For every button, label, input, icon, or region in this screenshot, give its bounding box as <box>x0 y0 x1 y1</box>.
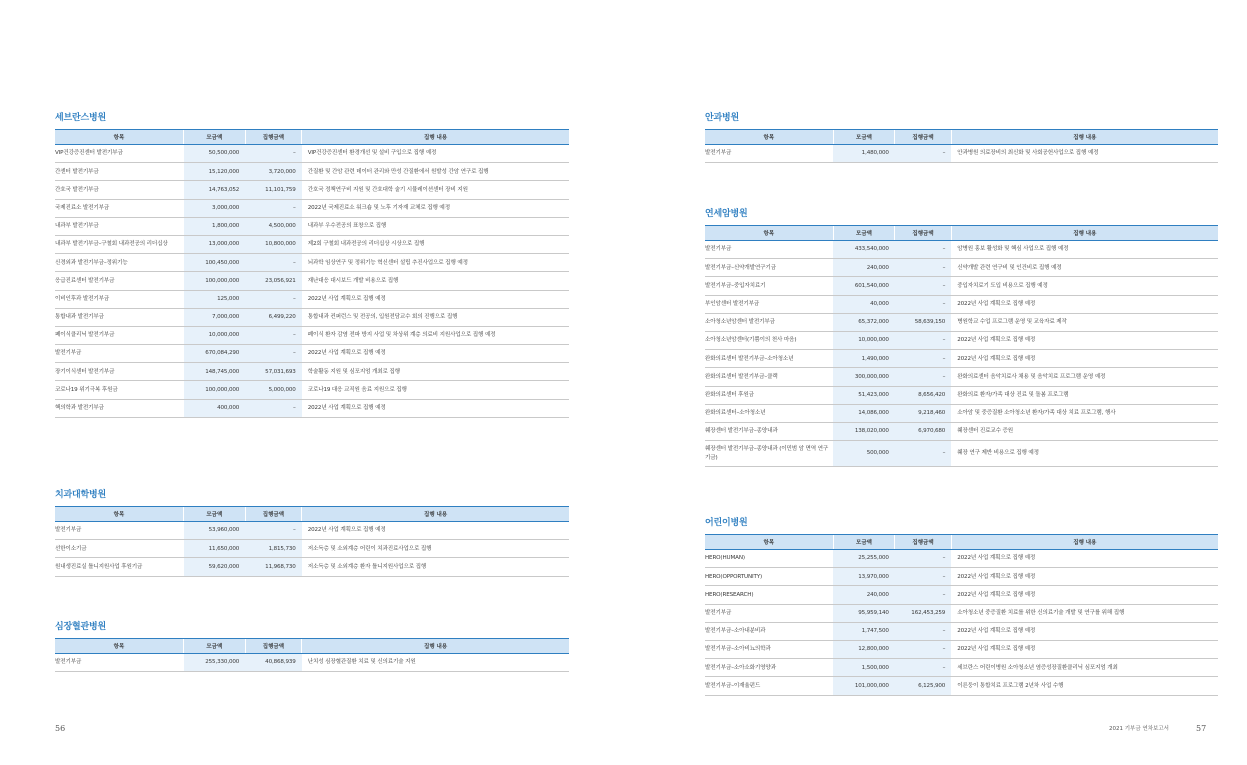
spent-amount: 40,868,939 <box>245 654 302 672</box>
spending-note: 간호국 정책연구비 지원 및 간호대학 술기 시뮬레이션센터 장비 지원 <box>302 181 569 199</box>
item-name: 발전기부금–소아내분비과 <box>705 622 833 640</box>
raised-amount: 433,540,000 <box>833 241 895 259</box>
raised-amount: 1,800,000 <box>184 217 246 235</box>
spending-note: 2022년 사업 계획으로 집행 예정 <box>302 290 569 308</box>
fund-table <box>705 129 1218 163</box>
item-name: 간센터 발전기부금 <box>55 163 184 181</box>
item-name: 핵의학과 발전기부금 <box>55 399 184 417</box>
item-name: 통합내과 발전기부금 <box>55 308 184 326</box>
table-row <box>55 308 569 326</box>
spending-note: 2022년 사업 계획으로 집행 예정 <box>302 345 569 363</box>
item-name: 발전기부금 <box>55 654 184 672</box>
column-header: 집행 내용 <box>302 507 569 522</box>
section-title: 세브란스병원 <box>55 113 106 123</box>
eye-hospital-section <box>705 111 1218 163</box>
table-row <box>55 163 569 181</box>
raised-amount: 51,423,000 <box>833 386 895 404</box>
table-row <box>705 422 1218 440</box>
cancer-hospital-section <box>705 207 1218 467</box>
raised-amount: 10,000,000 <box>184 326 246 344</box>
spent-amount: – <box>895 295 951 313</box>
column-header: 집행 내용 <box>951 226 1218 241</box>
item-name: 췌장센터 발전기부금–종양내과 <box>705 422 833 440</box>
column-header: 집행금액 <box>895 226 951 241</box>
raised-amount: 1,747,500 <box>833 622 895 640</box>
item-name: 선한이소기금 <box>55 540 184 558</box>
column-header: 집행금액 <box>245 639 302 654</box>
raised-amount: 101,000,000 <box>833 677 895 695</box>
raised-amount: 500,000 <box>833 441 895 467</box>
item-name: HERO(OPPORTUNITY) <box>705 568 833 586</box>
spent-amount: – <box>895 659 951 677</box>
raised-amount: 255,330,000 <box>184 654 246 672</box>
spent-amount: 9,218,460 <box>895 404 951 422</box>
spent-amount: – <box>895 368 951 386</box>
spending-note: 2022년 사업 계획으로 집행 예정 <box>302 522 569 540</box>
table-header-row <box>55 639 569 654</box>
spent-amount: 57,031,693 <box>245 363 302 381</box>
spending-note: 완화의료 환자/가족 대상 진료 및 돌봄 프로그램 <box>951 386 1218 404</box>
item-name: 완화의료센터 발전기부금–클랙 <box>705 368 833 386</box>
table-row <box>55 254 569 272</box>
spending-note: 안과병원 의료장비의 최신화 및 사회공헌사업으로 집행 예정 <box>951 145 1218 163</box>
raised-amount: 10,000,000 <box>833 331 895 349</box>
table-row <box>55 145 569 163</box>
column-header: 항목 <box>705 535 833 550</box>
raised-amount: 400,000 <box>184 399 246 417</box>
spent-amount: 5,000,000 <box>245 381 302 399</box>
raised-amount: 100,000,000 <box>184 381 246 399</box>
spending-note: 2022년 사업 계획으로 집행 예정 <box>951 568 1218 586</box>
spent-amount: – <box>245 522 302 540</box>
item-name: 폐이식클리닉 발전기부금 <box>55 326 184 344</box>
severance-hospital-section <box>55 111 569 418</box>
spending-note: 2022년 사업 계획으로 집행 예정 <box>951 640 1218 658</box>
table-row <box>55 290 569 308</box>
raised-amount: 95,959,140 <box>833 604 895 622</box>
item-name: 국제진료소 발전기부금 <box>55 199 184 217</box>
table-row <box>55 540 569 558</box>
raised-amount: 59,620,000 <box>184 558 246 576</box>
table-row <box>705 550 1218 568</box>
spent-amount: – <box>245 326 302 344</box>
spent-amount: 23,056,921 <box>245 272 302 290</box>
item-name: 간호국 발전기부금 <box>55 181 184 199</box>
item-name: 내과부 발전기부금 <box>55 217 184 235</box>
spent-amount: – <box>895 241 951 259</box>
column-header: 집행 내용 <box>951 130 1218 145</box>
dental-hospital-section <box>55 488 569 577</box>
raised-amount: 53,960,000 <box>184 522 246 540</box>
raised-amount: 13,970,000 <box>833 568 895 586</box>
table-row <box>55 399 569 417</box>
column-header: 집행금액 <box>245 507 302 522</box>
spending-note: 제2회 구철회 내과전공의 리더십상 시상으로 집행 <box>302 235 569 253</box>
raised-amount: 125,000 <box>184 290 246 308</box>
item-name: 소아청소년암센터(기쁨이의 천사 마음) <box>705 331 833 349</box>
spent-amount: – <box>245 345 302 363</box>
spent-amount: – <box>895 145 951 163</box>
spending-note: 재난대응 대시보드 개발 비용으로 집행 <box>302 272 569 290</box>
spending-note: 저소득층 및 소외계층 환자 틀니지원사업으로 집행 <box>302 558 569 576</box>
table-row <box>55 363 569 381</box>
item-name: 발전기부금 <box>55 522 184 540</box>
spending-note: 2022년 사업 계획으로 집행 예정 <box>951 331 1218 349</box>
fund-table <box>55 129 569 418</box>
table-header-row <box>705 226 1218 241</box>
raised-amount: 601,540,000 <box>833 277 895 295</box>
spent-amount: – <box>895 259 951 277</box>
table-header-row <box>705 130 1218 145</box>
table-row <box>705 259 1218 277</box>
column-header: 항목 <box>55 130 184 145</box>
item-name: 발전기부금 <box>705 604 833 622</box>
item-name: 발전기부금 <box>705 241 833 259</box>
spending-note: 췌장 연구 제반 비용으로 집행 예정 <box>951 441 1218 467</box>
table-row <box>55 522 569 540</box>
raised-amount: 40,000 <box>833 295 895 313</box>
column-header: 모금액 <box>833 226 895 241</box>
table-row <box>705 441 1218 467</box>
section-title: 안과병원 <box>705 113 739 123</box>
spent-amount: – <box>245 399 302 417</box>
spent-amount: 11,101,759 <box>245 181 302 199</box>
spending-note: 통합내과 컨퍼런스 및 전공의, 입원전담교수 회의 진행으로 집행 <box>302 308 569 326</box>
column-header: 모금액 <box>184 639 246 654</box>
spending-note: 소아청소년 중증질환 치료를 위한 신의료기술 개발 및 연구를 위해 집행 <box>951 604 1218 622</box>
raised-amount: 11,650,000 <box>184 540 246 558</box>
spending-note: 폐이식 환자 감염 전파 방지 사업 및 차상위 계층 의료비 지원사업으로 집행 예정 <box>302 326 569 344</box>
spending-note: 중입자치료기 도입 비용으로 집행 예정 <box>951 277 1218 295</box>
table-row <box>705 295 1218 313</box>
spending-note: 코로나19 대응 교직원 음료 지원으로 집행 <box>302 381 569 399</box>
raised-amount: 240,000 <box>833 586 895 604</box>
spent-amount: 3,720,000 <box>245 163 302 181</box>
raised-amount: 7,000,000 <box>184 308 246 326</box>
spent-amount: – <box>895 350 951 368</box>
spent-amount: – <box>895 586 951 604</box>
spending-note: 학술활동 지원 및 심포지엄 개최로 집행 <box>302 363 569 381</box>
spending-note: 2022년 사업 계획으로 집행 예정 <box>951 350 1218 368</box>
report-title-footer: 2021 기부금 연차보고서 <box>1109 726 1169 732</box>
column-header: 모금액 <box>833 130 895 145</box>
table-row <box>55 235 569 253</box>
table-row <box>705 586 1218 604</box>
spending-note: 세브란스 어린이병원 소아청소년 염증성장질환클리닉 심포지엄 개최 <box>951 659 1218 677</box>
spending-note: 신약개발 관련 연구비 및 인건비로 집행 예정 <box>951 259 1218 277</box>
spent-amount: 4,500,000 <box>245 217 302 235</box>
spending-note: 완화의료센터 음악치료사 채용 및 음악치료 프로그램 운영 예정 <box>951 368 1218 386</box>
spent-amount: 162,453,259 <box>895 604 951 622</box>
raised-amount: 240,000 <box>833 259 895 277</box>
spending-note: VIP건강증진센터 환경개선 및 설비 구입으로 집행 예정 <box>302 145 569 163</box>
spent-amount: – <box>895 550 951 568</box>
item-name: HERO(RESEARCH) <box>705 586 833 604</box>
column-header: 집행금액 <box>895 535 951 550</box>
right-page <box>624 0 1247 765</box>
table-row <box>705 331 1218 349</box>
item-name: 원내생진료실 틀니지원사업 후원기금 <box>55 558 184 576</box>
item-name: 코로나19 위기극복 후원금 <box>55 381 184 399</box>
raised-amount: 14,763,052 <box>184 181 246 199</box>
column-header: 집행 내용 <box>302 639 569 654</box>
table-row <box>55 326 569 344</box>
raised-amount: 100,000,000 <box>184 272 246 290</box>
column-header: 집행 내용 <box>951 535 1218 550</box>
item-name: HERO(HUMAN) <box>705 550 833 568</box>
raised-amount: 100,450,000 <box>184 254 246 272</box>
item-name: 발전기부금 <box>55 345 184 363</box>
spent-amount: 6,499,220 <box>245 308 302 326</box>
spent-amount: – <box>895 331 951 349</box>
item-name: 장기이식센터 발전기부금 <box>55 363 184 381</box>
table-row <box>705 622 1218 640</box>
table-row <box>705 404 1218 422</box>
raised-amount: 670,084,290 <box>184 345 246 363</box>
item-name: 발전기부금 <box>705 145 833 163</box>
spending-note: 난치성 심장혈관질환 치료 및 신의료기술 지원 <box>302 654 569 672</box>
spent-amount: 10,800,000 <box>245 235 302 253</box>
raised-amount: 13,000,000 <box>184 235 246 253</box>
item-name: 소아청소년암센터 발전기부금 <box>705 313 833 331</box>
raised-amount: 25,255,000 <box>833 550 895 568</box>
section-title: 어린이병원 <box>705 518 748 528</box>
spent-amount: – <box>245 199 302 217</box>
item-name: 응급진료센터 발전기부금 <box>55 272 184 290</box>
raised-amount: 1,500,000 <box>833 659 895 677</box>
fund-table <box>705 225 1218 467</box>
table-row <box>705 241 1218 259</box>
column-header: 모금액 <box>184 507 246 522</box>
table-row <box>705 350 1218 368</box>
column-header: 집행 내용 <box>302 130 569 145</box>
item-name: 발전기부금–중입자치료기 <box>705 277 833 295</box>
cardiovascular-hospital-section <box>55 620 569 672</box>
spending-note: 내과부 우수전공의 표창으로 집행 <box>302 217 569 235</box>
item-name: 발전기부금–신약개발연구기금 <box>705 259 833 277</box>
column-header: 모금액 <box>833 535 895 550</box>
spent-amount: – <box>895 622 951 640</box>
spent-amount: 8,656,420 <box>895 386 951 404</box>
column-header: 항목 <box>55 507 184 522</box>
left-page <box>0 0 623 765</box>
spent-amount: – <box>895 277 951 295</box>
table-row <box>705 368 1218 386</box>
table-row <box>705 313 1218 331</box>
spent-amount: 6,970,680 <box>895 422 951 440</box>
spending-note: 2022년 사업 계획으로 집행 예정 <box>302 399 569 417</box>
item-name: 췌장센터 발전기부금–종양내과 (이민범 암 면역 연구기금) <box>705 441 833 467</box>
table-row <box>705 640 1218 658</box>
table-row <box>705 277 1218 295</box>
column-header: 집행금액 <box>245 130 302 145</box>
spending-note: 2022년 사업 계획으로 집행 예정 <box>951 550 1218 568</box>
table-row <box>55 199 569 217</box>
spending-note: 뇌과학 임상연구 및 정위기능 혁신센터 설립 추진사업으로 집행 예정 <box>302 254 569 272</box>
item-name: 내과부 발전기부금–구철회 내과전공의 리더십상 <box>55 235 184 253</box>
item-name: 발전기부금–소아비뇨의학과 <box>705 640 833 658</box>
table-row <box>705 677 1218 695</box>
item-name: 완화의료센터 후원금 <box>705 386 833 404</box>
spending-note: 저소득층 및 소외계층 어린이 치과진료사업으로 집행 <box>302 540 569 558</box>
column-header: 집행금액 <box>895 130 951 145</box>
page-number-left: 56 <box>55 724 66 733</box>
column-header: 모금액 <box>184 130 246 145</box>
raised-amount: 1,490,000 <box>833 350 895 368</box>
spending-note: 2022년 국제진료소 워크숍 및 노후 기자재 교체로 집행 예정 <box>302 199 569 217</box>
raised-amount: 300,000,000 <box>833 368 895 386</box>
table-header-row <box>55 507 569 522</box>
column-header: 항목 <box>705 226 833 241</box>
spending-note: 암병원 홍보 활성화 및 핵심 사업으로 집행 예정 <box>951 241 1218 259</box>
spending-note: 병원학교 수업 프로그램 운영 및 교육자료 제작 <box>951 313 1218 331</box>
item-name: VIP건강증진센터 발전기부금 <box>55 145 184 163</box>
table-row <box>55 181 569 199</box>
table-row <box>705 604 1218 622</box>
fund-table <box>705 534 1218 696</box>
item-name: 완화의료센터–소아청소년 <box>705 404 833 422</box>
item-name: 신경외과 발전기부금–정위기능 <box>55 254 184 272</box>
spent-amount: – <box>245 290 302 308</box>
table-row <box>705 145 1218 163</box>
raised-amount: 138,020,000 <box>833 422 895 440</box>
raised-amount: 15,120,000 <box>184 163 246 181</box>
fund-table <box>55 506 569 577</box>
childrens-hospital-section <box>705 516 1218 696</box>
page-number-right: 57 <box>1196 724 1207 733</box>
raised-amount: 3,000,000 <box>184 199 246 217</box>
table-row <box>55 558 569 576</box>
spent-amount: – <box>895 568 951 586</box>
item-name: 부인암센터 발전기부금 <box>705 295 833 313</box>
spending-note: 2022년 사업 계획으로 집행 예정 <box>951 586 1218 604</box>
fund-table <box>55 638 569 672</box>
item-name: 완화의료센터 발전기부금–소아청소년 <box>705 350 833 368</box>
item-name: 발전기부금–이재율펀드 <box>705 677 833 695</box>
table-row <box>55 272 569 290</box>
table-row <box>705 659 1218 677</box>
table-header-row <box>55 130 569 145</box>
raised-amount: 65,372,000 <box>833 313 895 331</box>
raised-amount: 148,745,000 <box>184 363 246 381</box>
table-row <box>55 345 569 363</box>
raised-amount: 1,480,000 <box>833 145 895 163</box>
section-title: 연세암병원 <box>705 209 748 219</box>
spent-amount: – <box>895 441 951 467</box>
column-header: 항목 <box>705 130 833 145</box>
table-row <box>55 654 569 672</box>
spent-amount: – <box>245 145 302 163</box>
spent-amount: 1,815,730 <box>245 540 302 558</box>
spending-note: 소아암 및 중증질환 소아청소년 환자/가족 대상 치료 프로그램, 행사 <box>951 404 1218 422</box>
spent-amount: 11,968,730 <box>245 558 302 576</box>
column-header: 항목 <box>55 639 184 654</box>
spent-amount: – <box>895 640 951 658</box>
raised-amount: 12,800,000 <box>833 640 895 658</box>
spending-note: 2022년 사업 계획으로 집행 예정 <box>951 622 1218 640</box>
section-title: 심장혈관병원 <box>55 622 106 632</box>
item-name: 이비인후과 발전기부금 <box>55 290 184 308</box>
table-row <box>705 568 1218 586</box>
table-header-row <box>705 535 1218 550</box>
spending-note: 간질환 및 간암 관련 데이터 관리와 만성 간질환에서 원발성 간암 연구로 집행 <box>302 163 569 181</box>
spending-note: 이른둥이 통합치료 프로그램 2년차 사업 수행 <box>951 677 1218 695</box>
spent-amount: 6,125,900 <box>895 677 951 695</box>
item-name: 발전기부금–소아소화기영양과 <box>705 659 833 677</box>
spent-amount: – <box>245 254 302 272</box>
spending-note: 췌장센터 진료교수 증원 <box>951 422 1218 440</box>
table-row <box>705 386 1218 404</box>
section-title: 치과대학병원 <box>55 490 106 500</box>
raised-amount: 14,086,000 <box>833 404 895 422</box>
table-row <box>55 381 569 399</box>
raised-amount: 50,500,000 <box>184 145 246 163</box>
table-row <box>55 217 569 235</box>
spent-amount: 58,639,150 <box>895 313 951 331</box>
spending-note: 2022년 사업 계획으로 집행 예정 <box>951 295 1218 313</box>
